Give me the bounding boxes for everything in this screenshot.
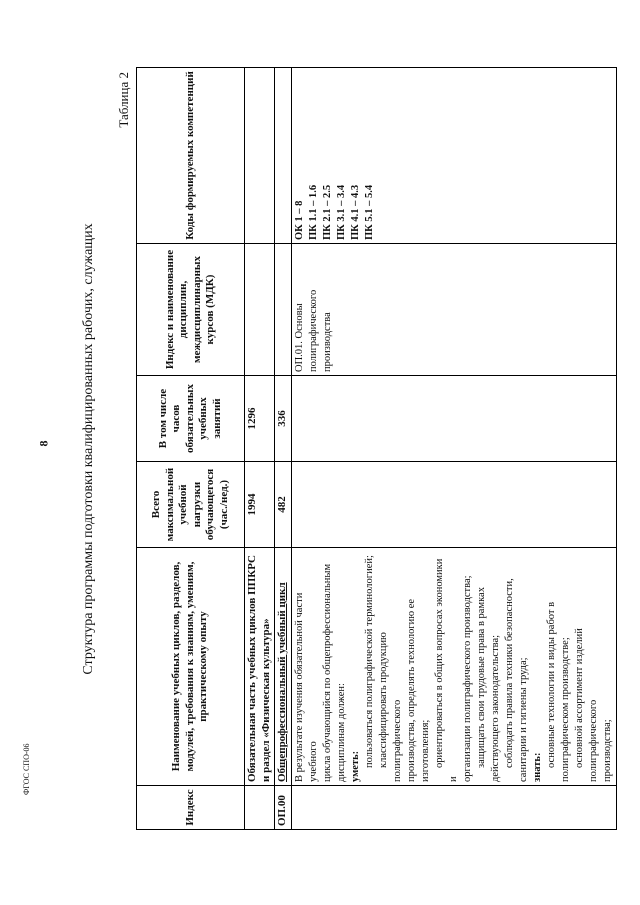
landscape-content xyxy=(80,68,614,830)
general-cycle-hours: 336 xyxy=(275,376,292,462)
requirement-heading-skills: уметь: xyxy=(349,750,361,782)
competency-code: ПК 4.1 – 4.3 xyxy=(349,184,361,240)
requirement-line: основные технологии и виды работ в xyxy=(545,601,557,768)
cell-empty xyxy=(275,244,292,376)
header-index: Индекс xyxy=(137,786,245,830)
page-number: 8 xyxy=(36,440,51,447)
requirement-line: пользоваться полиграфической терминологией; xyxy=(363,555,375,768)
competency-code: ПК 5.1 – 5.4 xyxy=(363,184,375,240)
table-row-op01 xyxy=(291,68,616,830)
header-disciplines: Индекс и наименование дисциплин, междисциплинарных курсов (МДК) xyxy=(137,244,245,376)
requirement-line: производства, определять технологию ее xyxy=(405,598,417,782)
requirement-line: производства; xyxy=(601,719,613,782)
header-mandatory: В том числе часов обязательных учебных занятий xyxy=(137,376,245,462)
cell-empty xyxy=(245,68,275,244)
requirement-line: ориентироваться в общих вопросах экономики и xyxy=(433,558,459,782)
structure-table xyxy=(136,67,617,830)
requirement-line: классифицировать продукцию полиграфического xyxy=(377,632,403,782)
cell-empty xyxy=(291,786,616,830)
requirement-heading-knowledge: знать: xyxy=(531,752,543,782)
table-row-mandatory-part xyxy=(245,68,275,830)
table-header-row xyxy=(137,68,245,830)
requirement-line: В результате изучения обязательной части учебного xyxy=(293,592,319,782)
general-cycle-index: ОП.00 xyxy=(275,786,292,830)
cell-empty xyxy=(275,68,292,244)
op01-requirements xyxy=(291,548,616,786)
mandatory-part-max-load: 1994 xyxy=(245,462,275,548)
competency-code: ПК 2.1 – 2.5 xyxy=(321,184,333,240)
document-title: Структура программы подготовки квалифицированных рабочих, служащих xyxy=(81,223,96,675)
requirement-line: защищать свои трудовые права в рамках xyxy=(475,587,487,768)
requirement-line: санитарии и гигиены труда; xyxy=(517,657,529,782)
mandatory-part-hours: 1296 xyxy=(245,376,275,462)
requirement-line: соблюдать правила техники безопасности, xyxy=(503,578,515,768)
requirement-line: дисциплинам должен: xyxy=(335,683,347,782)
requirement-line: действующего законодательства; xyxy=(489,634,501,782)
general-cycle-name: Общепрофессиональный учебный цикл xyxy=(275,548,292,786)
requirement-line: изготовления; xyxy=(419,719,431,782)
requirement-line: цикла обучающийся по общепрофессиональным xyxy=(321,563,333,782)
cell-empty xyxy=(291,376,616,462)
cell-empty xyxy=(245,244,275,376)
table-label: Таблица 2 xyxy=(116,72,131,128)
op01-discipline: ОП.01. Основы полиграфического производства xyxy=(291,244,616,376)
competency-code: ПК 3.1 – 3.4 xyxy=(335,184,347,240)
competency-code: ОК 1 – 8 xyxy=(293,200,305,240)
cell-empty xyxy=(245,786,275,830)
mandatory-part-name: Обязательная часть учебных циклов ППКРС и раздел «Физическая культура» xyxy=(245,548,275,786)
general-cycle-max-load: 482 xyxy=(275,462,292,548)
footer-code: ФГОС СПО-06 xyxy=(22,743,31,795)
requirement-line: основной ассортимент изделий полиграфического xyxy=(573,628,599,782)
table-row-general-cycle xyxy=(275,68,292,830)
op01-competencies xyxy=(291,68,616,244)
competency-code: ПК 1.1 – 1.6 xyxy=(307,184,319,240)
requirement-line: организации полиграфического производства; xyxy=(461,575,473,782)
header-name: Наименование учебных циклов, разделов, модулей, требования к знаниям, умениям, практическому опыту xyxy=(137,548,245,786)
requirement-line: полиграфическом производстве; xyxy=(559,637,571,782)
cell-empty xyxy=(291,462,616,548)
header-max-load: Всего максимальной учебной нагрузки обучающегося (час./нед.) xyxy=(137,462,245,548)
header-competencies: Коды формируемых компетенций xyxy=(137,68,245,244)
